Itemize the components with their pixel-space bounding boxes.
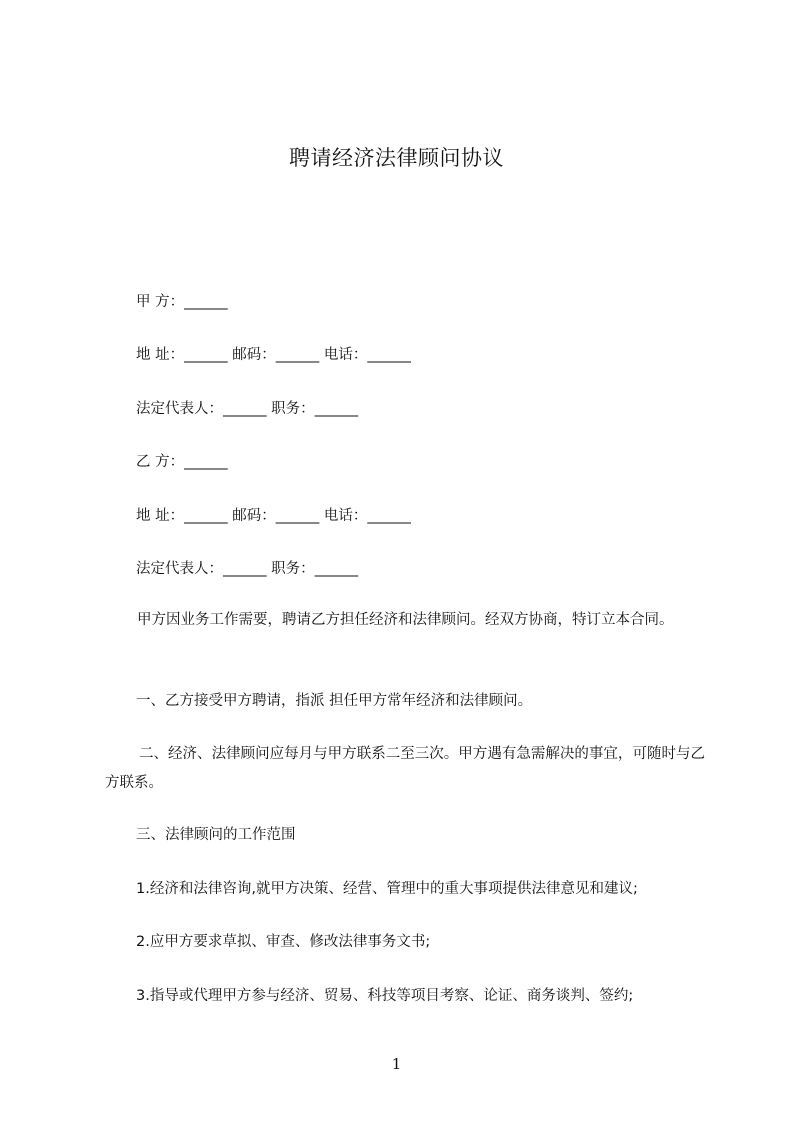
clause-2: 二、经济、法律顾问应每月与甲方联系二至三次。甲方遇有急需解决的事宜，可随时与乙方联系。 [105,746,705,791]
document-title: 聘请经济法律顾问协议 [289,146,504,170]
scope-item-3: 3.指导或代理甲方参与经济、贸易、科技等项目考察、论证、商务谈判、签约; [136,988,634,1004]
party-b-name-line: 乙 方：______ [136,454,228,470]
party-a-representative-line: 法定代表人：______ 职务：______ [136,401,359,417]
party-b-representative-line: 法定代表人：______ 职务：______ [136,561,359,577]
party-b-address-line: 地 址：______ 邮码：______ 电话：______ [136,508,411,524]
preamble-paragraph: 甲方因业务工作需要，聘请乙方担任经济和法律顾问。经双方协商，特订立本合同。 [137,612,674,628]
clause-3-heading: 三、法律顾问的工作范围 [136,827,296,843]
scope-item-1: 1.经济和法律咨询,就甲方决策、经营、管理中的重大事项提供法律意见和建议; [136,881,638,897]
clause-1: 一、乙方接受甲方聘请，指派 担任甲方常年经济和法律顾问。 [136,693,533,709]
party-a-name-line: 甲 方：______ [136,294,228,310]
party-a-address-line: 地 址：______ 邮码：______ 电话：______ [136,347,411,363]
scope-item-2: 2.应甲方要求草拟、审查、修改法律事务文书; [136,934,431,950]
page-number: 1 [391,1055,402,1073]
